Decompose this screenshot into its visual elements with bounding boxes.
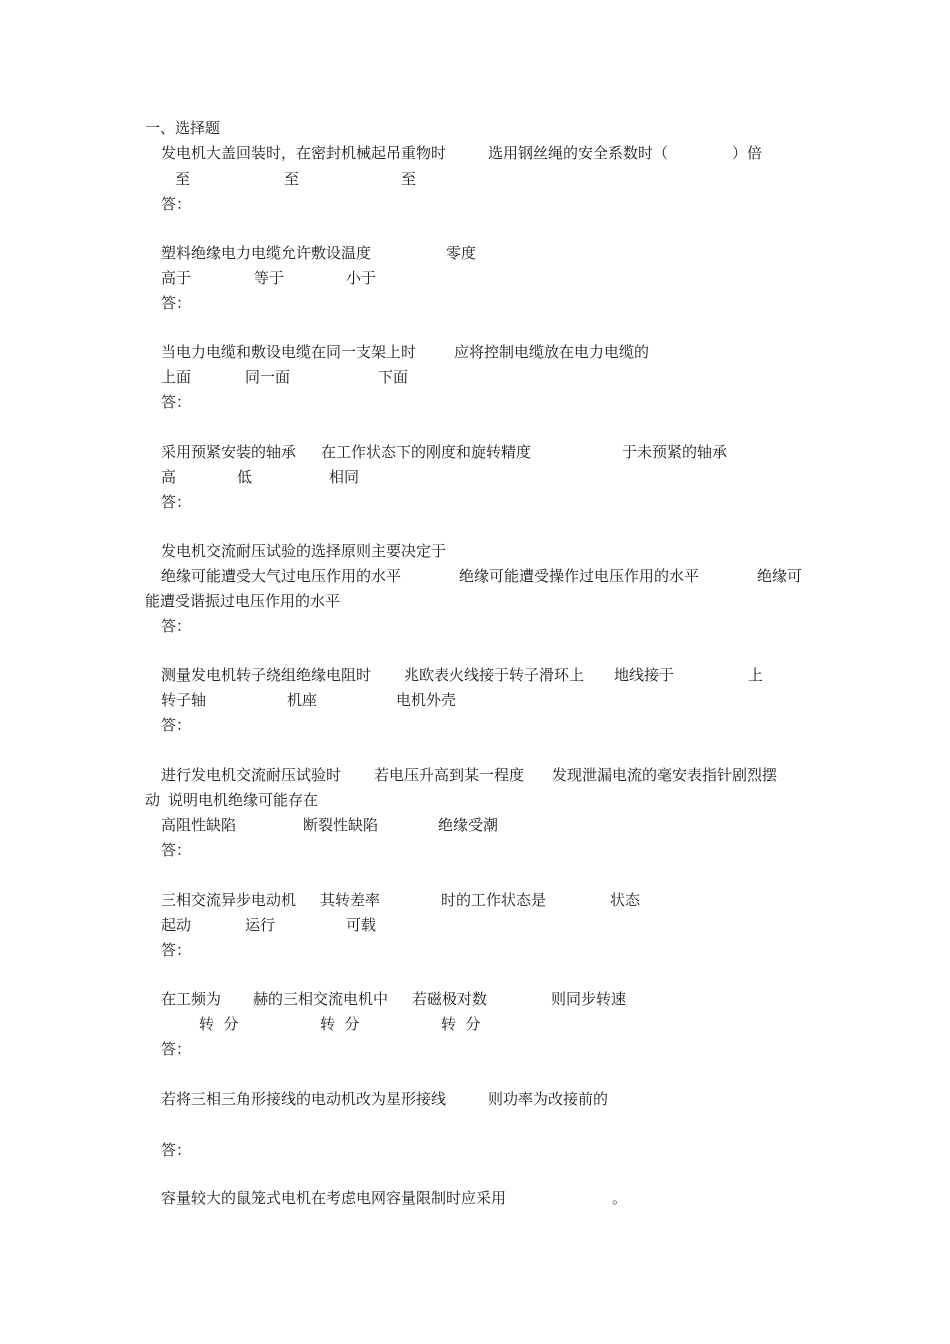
q7-stem-b: 若电压升高到某一程度 — [374, 766, 525, 784]
q5-option: 绝缘可能遭受大气过电压作用的水平 — [161, 567, 402, 585]
q4-answer-label: 答： — [161, 493, 192, 511]
q9-option: 转 分 — [441, 1015, 481, 1033]
q11-stem-a: 容量较大的鼠笼式电机在考虑电网容量限制时应采用 — [161, 1189, 507, 1207]
q3-option: 同一面 — [245, 368, 291, 386]
q5-option-continued: 能遭受谐振过电压作用的水平 — [145, 592, 341, 610]
q11-stem-b: 。 — [612, 1189, 628, 1207]
q2-stem-b: 零度 — [446, 244, 477, 262]
q9-stem-c: 若磁极对数 — [412, 990, 488, 1008]
q4-stem-a: 采用预紧安装的轴承 — [161, 443, 297, 461]
q3-answer-label: 答： — [161, 393, 192, 411]
q7-stem-d: 动 — [145, 791, 161, 809]
q5-option: 绝缘可 — [757, 567, 803, 585]
q3-option: 下面 — [378, 368, 409, 386]
q4-option: 相同 — [329, 468, 360, 486]
q7-option: 高阻性缺陷 — [161, 816, 237, 834]
q7-stem-a: 进行发电机交流耐压试验时 — [161, 766, 342, 784]
q8-stem-a: 三相交流异步电动机 — [161, 891, 297, 909]
q4-stem-c: 于未预紧的轴承 — [622, 443, 728, 461]
q6-stem-b: 兆欧表火线接于转子滑环上 — [404, 666, 585, 684]
q7-answer-label: 答： — [161, 841, 192, 859]
q5-stem: 发电机交流耐压试验的选择原则主要决定于 — [161, 542, 447, 560]
q4-option: 高 — [161, 468, 177, 486]
q6-option: 电机外壳 — [396, 691, 457, 709]
section-title: 一、选择题 — [145, 119, 221, 137]
q9-stem-d: 则同步转速 — [551, 990, 627, 1008]
q5-option: 绝缘可能遭受操作过电压作用的水平 — [459, 567, 700, 585]
q7-stem-c: 发现泄漏电流的毫安表指针剧烈摆 — [552, 766, 778, 784]
q5-answer-label: 答： — [161, 617, 192, 635]
q6-option: 转子轴 — [161, 691, 207, 709]
q8-option: 起动 — [161, 916, 192, 934]
q7-stem-e: 说明电机绝缘可能存在 — [168, 791, 319, 809]
q9-option: 转 分 — [199, 1015, 239, 1033]
q4-stem-b: 在工作状态下的刚度和旋转精度 — [321, 443, 532, 461]
q4-option: 低 — [237, 468, 253, 486]
q2-answer-label: 答： — [161, 294, 192, 312]
q8-option: 运行 — [245, 916, 276, 934]
q1-option: 至 — [175, 170, 191, 188]
q7-option: 断裂性缺陷 — [303, 816, 379, 834]
q8-stem-d: 状态 — [610, 891, 641, 909]
q6-stem-c: 地线接于 — [614, 666, 675, 684]
q9-stem-a: 在工频为 — [161, 990, 222, 1008]
q2-stem-a: 塑料绝缘电力电缆允许敷设温度 — [161, 244, 372, 262]
q1-stem-a: 发电机大盖回装时，在密封机械起吊重物时 — [161, 144, 447, 162]
q1-stem-c: ）倍 — [732, 144, 763, 162]
q2-option: 小于 — [346, 269, 377, 287]
q6-option: 机座 — [287, 691, 318, 709]
q1-option: 至 — [284, 170, 300, 188]
q9-option: 转 分 — [320, 1015, 360, 1033]
q6-stem-d: 上 — [748, 666, 764, 684]
q8-answer-label: 答： — [161, 941, 192, 959]
q9-answer-label: 答： — [161, 1040, 192, 1058]
q8-stem-b: 其转差率 — [320, 891, 381, 909]
q8-stem-c: 时的工作状态是 — [441, 891, 547, 909]
q6-stem-a: 测量发电机转子绕组绝缘电阻时 — [161, 666, 372, 684]
q2-option: 高于 — [161, 269, 192, 287]
q8-option: 可载 — [346, 916, 377, 934]
q3-stem-a: 当电力电缆和敷设电缆在同一支架上时 — [161, 343, 417, 361]
q1-stem-b: 选用钢丝绳的安全系数时（ — [488, 144, 669, 162]
q10-stem-a: 若将三相三角形接线的电动机改为星形接线 — [161, 1090, 447, 1108]
q7-option: 绝缘受潮 — [438, 816, 499, 834]
q10-answer-label: 答： — [161, 1141, 192, 1159]
q2-option: 等于 — [254, 269, 285, 287]
q10-stem-b: 则功率为改接前的 — [488, 1090, 609, 1108]
q1-answer-label: 答： — [161, 195, 192, 213]
q6-answer-label: 答： — [161, 716, 192, 734]
q1-option: 至 — [401, 170, 417, 188]
q9-stem-b: 赫的三相交流电机中 — [253, 990, 389, 1008]
q3-option: 上面 — [161, 368, 192, 386]
q3-stem-b: 应将控制电缆放在电力电缆的 — [454, 343, 650, 361]
